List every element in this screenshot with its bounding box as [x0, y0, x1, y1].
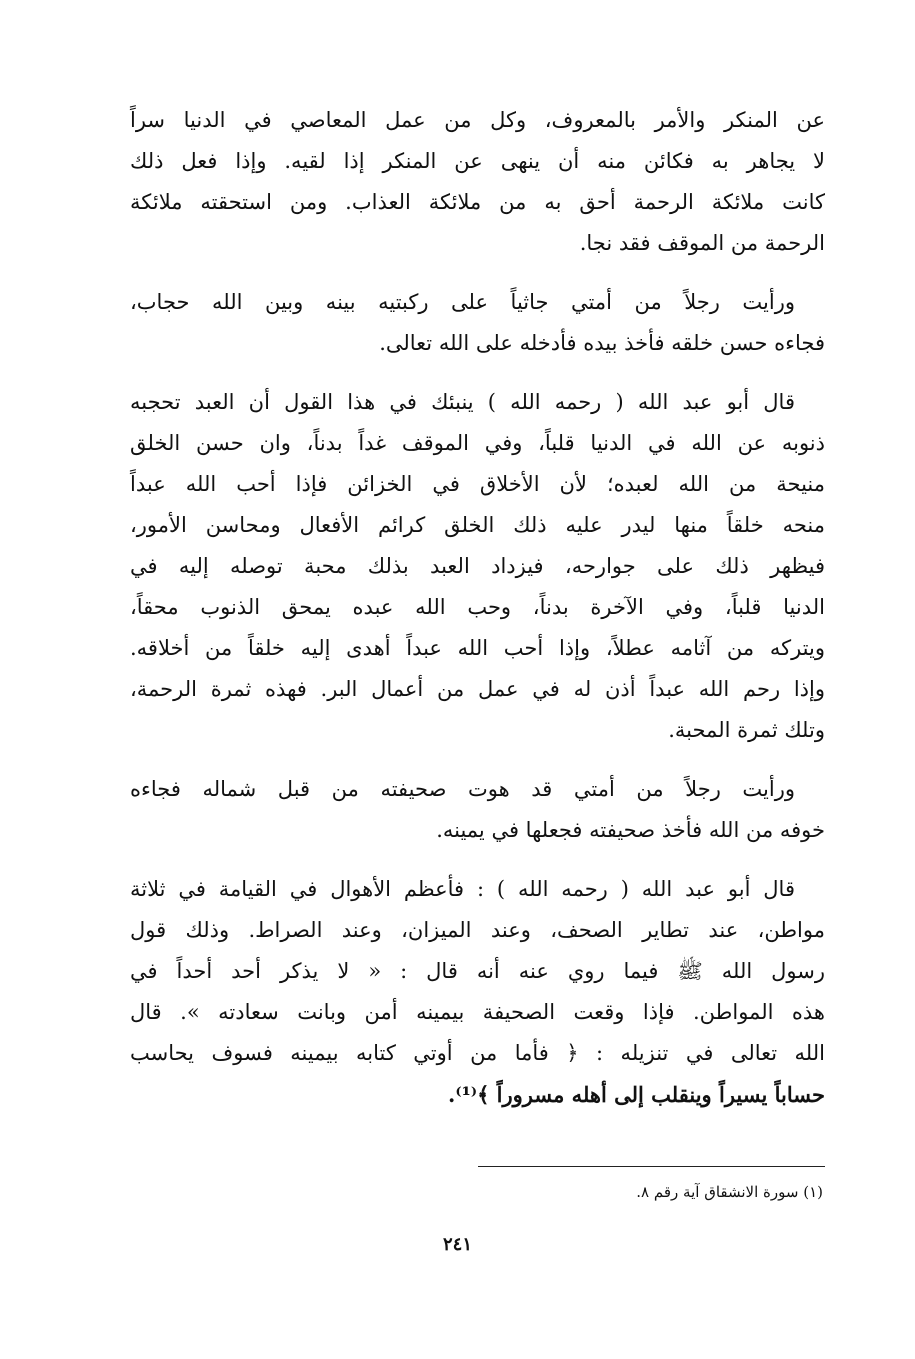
- quran-quote-line: الله تعالى في تنزيله : ﴿ فأما من أوتي كتابه بيمينه فسوف يحاسب: [130, 1041, 825, 1065]
- text-line: الدنيا قلباً، وفي الآخرة بدناً، وحب الله عبده يمحق الذنوب محقاً،: [130, 595, 825, 619]
- text-line: ذنوبه عن الله في الدنيا قلباً، وفي الموقف غداً بدناً، وان حسن الخلق: [130, 431, 825, 455]
- text-line: ورأيت رجلاً من أمتي جاثياً على ركبتيه بينه وبين الله حجاب،: [130, 290, 795, 314]
- paragraph-2: [130, 282, 825, 364]
- text-line: ورأيت رجلاً من أمتي قد هوت صحيفته من قبل شماله فجاءه: [130, 777, 795, 801]
- footnote: (١) سورة الانشقاق آية رقم ٨.: [636, 1183, 823, 1201]
- text-line: منحه خلقاً منها ليدر عليه ذلك الخلق كرائم الأفعال ومحاسن الأمور،: [130, 513, 825, 537]
- text-line: قال أبو عبد الله ( رحمه الله ) : فأعظم الأهوال في القيامة في ثلاثة: [130, 877, 795, 901]
- text-line: فجاءه حسن خلقه فأخذ بيده فأدخله على الله تعالى.: [379, 331, 825, 355]
- paragraph-4: [130, 769, 825, 851]
- text-line: قال أبو عبد الله ( رحمه الله ) ينبئك في هذا القول أن العبد تحجبه: [130, 390, 795, 414]
- text-line: منيحة من الله لعبده؛ لأن الأخلاق في الخزائن فإذا أحب الله عبداً: [130, 472, 825, 496]
- text-line: الرحمة من الموقف فقد نجا.: [579, 231, 825, 255]
- text-line: ويتركه من آثامه عطلاً، وإذا أحب الله عبداً أهدى إليه خلقاً من أخلاقه.: [130, 636, 825, 660]
- footnote-divider: [478, 1166, 825, 1167]
- text-line: وتلك ثمرة المحبة.: [668, 718, 825, 742]
- page-number: ٢٤١: [442, 1234, 472, 1255]
- quran-quote-line: حساباً يسيراً وينقلب إلى أهله مسروراً ﴾⁽¹⁾.: [448, 1082, 825, 1107]
- main-text: [130, 100, 825, 1133]
- text-line: عن المنكر والأمر بالمعروف، وكل من عمل المعاصي في الدنيا سراً: [130, 108, 825, 132]
- text-line: مواطن، عند تطاير الصحف، وعند الميزان، وعند الصراط. وذلك قول: [130, 918, 825, 942]
- text-line: هذه المواطن. فإذا وقعت الصحيفة بيمينه أمن وبانت سعادته ». قال: [130, 1000, 825, 1024]
- text-line: رسول الله ﷺ فيما روي عنه أنه قال : « لا يذكر أحد أحداً في: [130, 959, 825, 983]
- paragraph-5: [130, 869, 825, 1115]
- text-line: لا يجاهر به فكائن منه أن ينهى عن المنكر إذا لقيه. وإذا فعل ذلك: [130, 149, 825, 173]
- paragraph-3: [130, 382, 825, 751]
- text-line: كانت ملائكة الرحمة أحق به من ملائكة العذاب. ومن استحقته ملائكة: [130, 190, 825, 214]
- text-line: خوفه من الله فأخذ صحيفته فجعلها في يمينه.: [436, 818, 825, 842]
- paragraph-1: [130, 100, 825, 264]
- text-line: وإذا رحم الله عبداً أذن له في عمل من أعمال البر. فهذه ثمرة الرحمة،: [130, 677, 825, 701]
- text-line: فيظهر ذلك على جوارحه، فيزداد العبد بذلك محبة توصله إليه في: [130, 554, 825, 578]
